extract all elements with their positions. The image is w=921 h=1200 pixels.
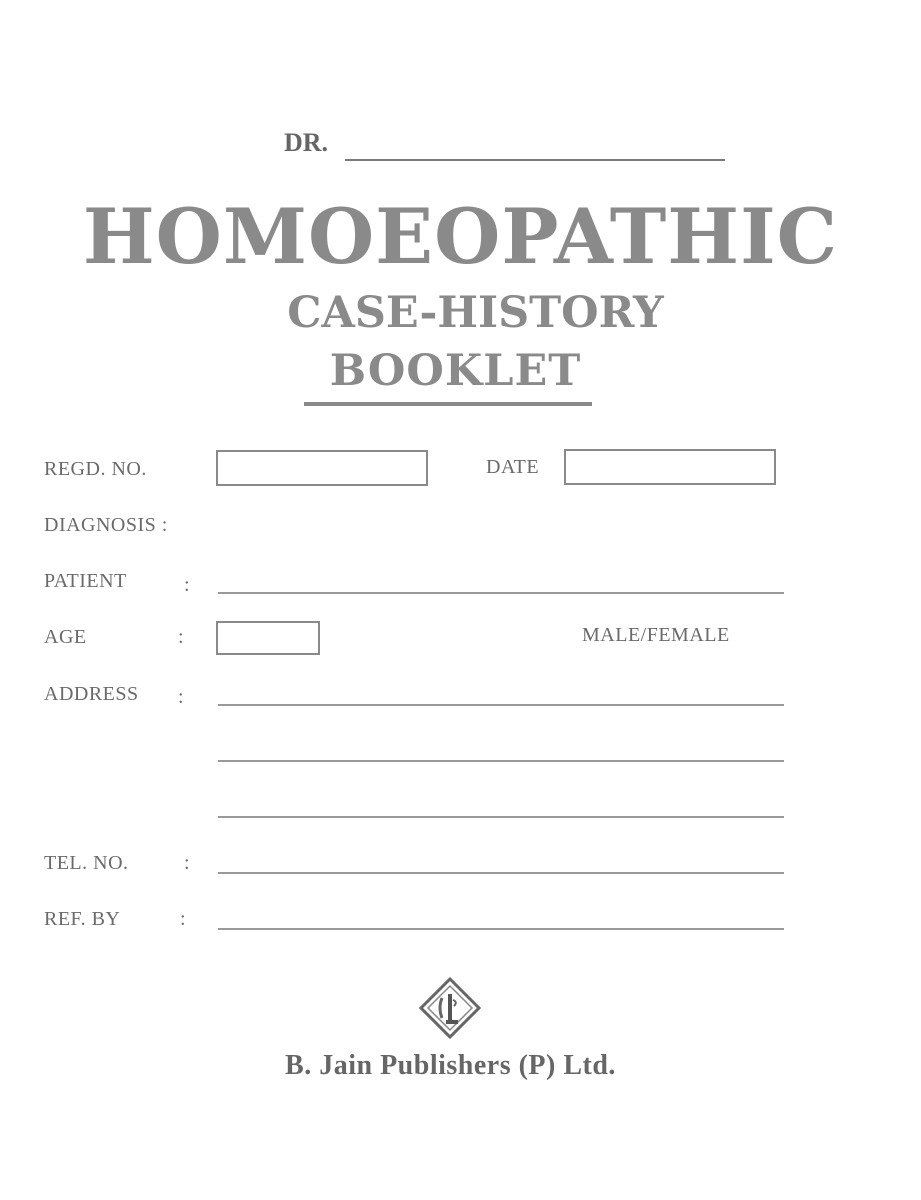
regd-no-label: REGD. NO.	[44, 458, 147, 480]
ref-by-label: REF. BY	[44, 908, 121, 930]
age-label: AGE	[44, 626, 87, 648]
address-line-2[interactable]	[218, 760, 784, 762]
address-colon: :	[178, 686, 184, 708]
date-field[interactable]	[564, 449, 776, 485]
patient-line[interactable]	[218, 592, 784, 594]
booklet-subtitle-2: BOOKLET	[329, 346, 582, 396]
sex-label[interactable]: MALE/FEMALE	[582, 624, 730, 646]
tel-no-label: TEL. NO.	[44, 852, 129, 874]
booklet-subtitle: CASE-HISTORY	[287, 288, 664, 338]
patient-label: PATIENT	[44, 570, 127, 592]
tel-no-line[interactable]	[218, 872, 784, 874]
address-line-3[interactable]	[218, 816, 784, 818]
date-label: DATE	[486, 456, 540, 478]
ref-by-line[interactable]	[218, 928, 784, 930]
address-label: ADDRESS	[44, 683, 139, 705]
publisher-logo-icon	[418, 976, 482, 1040]
diagnosis-label: DIAGNOSIS :	[44, 514, 168, 536]
doctor-label: DR.	[284, 128, 329, 157]
booklet-title: HOMOEOPATHIC	[82, 192, 839, 281]
ref-colon: :	[180, 908, 186, 930]
patient-colon: :	[184, 574, 190, 596]
address-line-1[interactable]	[218, 704, 784, 706]
age-field[interactable]	[216, 621, 320, 655]
tel-colon: :	[184, 852, 190, 874]
title-underline	[304, 402, 592, 406]
publisher-name: B. Jain Publishers (P) Ltd.	[285, 1050, 616, 1081]
doctor-name-line[interactable]	[345, 159, 725, 161]
age-colon: :	[178, 626, 184, 648]
regd-no-field[interactable]	[216, 450, 428, 486]
